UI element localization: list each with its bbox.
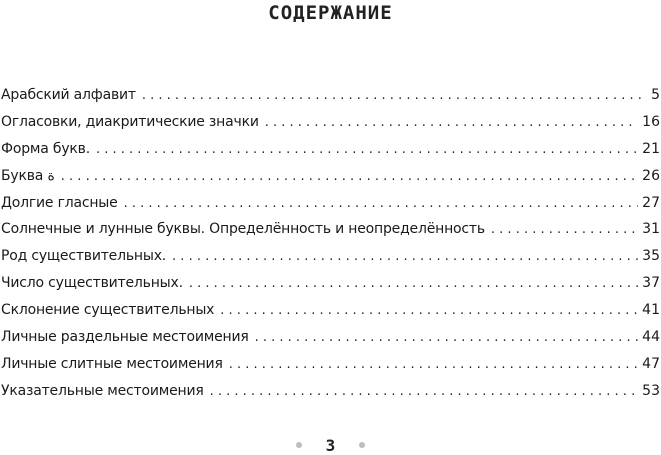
- toc-entry[interactable]: [1, 326, 661, 353]
- toc-entry-page: 16: [642, 113, 660, 130]
- page-title: СОДЕРЖАНИЕ: [268, 2, 393, 24]
- toc-dot-leader: [491, 219, 638, 241]
- toc-entry-title: Долгие гласные: [1, 194, 118, 211]
- footer-dot-right-icon: [359, 442, 365, 448]
- toc-entry[interactable]: [1, 218, 661, 245]
- toc-entry[interactable]: [1, 84, 661, 111]
- toc-entry[interactable]: [1, 353, 661, 380]
- toc-entry-page: 21: [642, 140, 660, 157]
- toc-entry[interactable]: [1, 138, 661, 165]
- toc-dot-leader: [142, 85, 641, 107]
- toc-entry-title: Род существительных.: [1, 248, 167, 265]
- toc-entry-title: Буква ة: [1, 167, 55, 184]
- toc-dot-leader: [172, 246, 638, 268]
- toc-dot-leader: [220, 300, 638, 322]
- toc-entry-title: Склонение существительных: [1, 302, 215, 319]
- toc-entry[interactable]: [1, 299, 661, 326]
- toc-entry-page: 44: [642, 329, 660, 346]
- toc-dot-leader: [61, 166, 638, 188]
- toc-entry-title: Личные раздельные местоимения: [1, 329, 249, 346]
- toc-entry[interactable]: [1, 192, 661, 219]
- toc-entry-title: Личные слитные местоимения: [1, 355, 223, 372]
- page-number: 3: [325, 436, 336, 455]
- toc-dot-leader: [265, 112, 638, 134]
- table-of-contents: [1, 84, 661, 407]
- toc-entry[interactable]: [1, 111, 661, 138]
- toc-entry-title: Огласовки, диакритические значки: [1, 113, 259, 130]
- toc-entry-title: Форма букв.: [1, 140, 90, 157]
- page-footer: [0, 436, 661, 455]
- toc-entry-title: Арабский алфавит: [1, 87, 136, 103]
- toc-entry-page: 31: [642, 221, 660, 238]
- toc-entry-page: 41: [642, 302, 660, 319]
- footer-dot-left-icon: [296, 442, 302, 448]
- toc-entry-page: 27: [642, 194, 660, 211]
- toc-entry[interactable]: [1, 245, 661, 272]
- toc-dot-leader: [189, 273, 638, 295]
- toc-entry-page: 35: [642, 248, 660, 265]
- toc-entry-title: Число существительных.: [1, 275, 183, 292]
- toc-entry-title: Солнечные и лунные буквы. Определённость и неопределённость: [1, 221, 485, 238]
- toc-entry[interactable]: [1, 165, 661, 192]
- toc-dot-leader: [255, 327, 639, 349]
- toc-dot-leader: [124, 193, 639, 215]
- toc-entry-title: Указательные местоимения: [1, 382, 204, 399]
- toc-entry[interactable]: [1, 272, 661, 299]
- toc-dot-leader: [210, 381, 639, 403]
- toc-dot-leader: [96, 139, 638, 161]
- toc-dot-leader: [229, 354, 638, 376]
- toc-entry-page: 37: [642, 275, 660, 292]
- toc-entry-page: 5: [651, 87, 660, 103]
- toc-entry-page: 26: [642, 167, 660, 184]
- toc-entry-page: 53: [642, 382, 660, 399]
- toc-entry-page: 47: [642, 355, 660, 372]
- toc-entry[interactable]: [1, 380, 661, 407]
